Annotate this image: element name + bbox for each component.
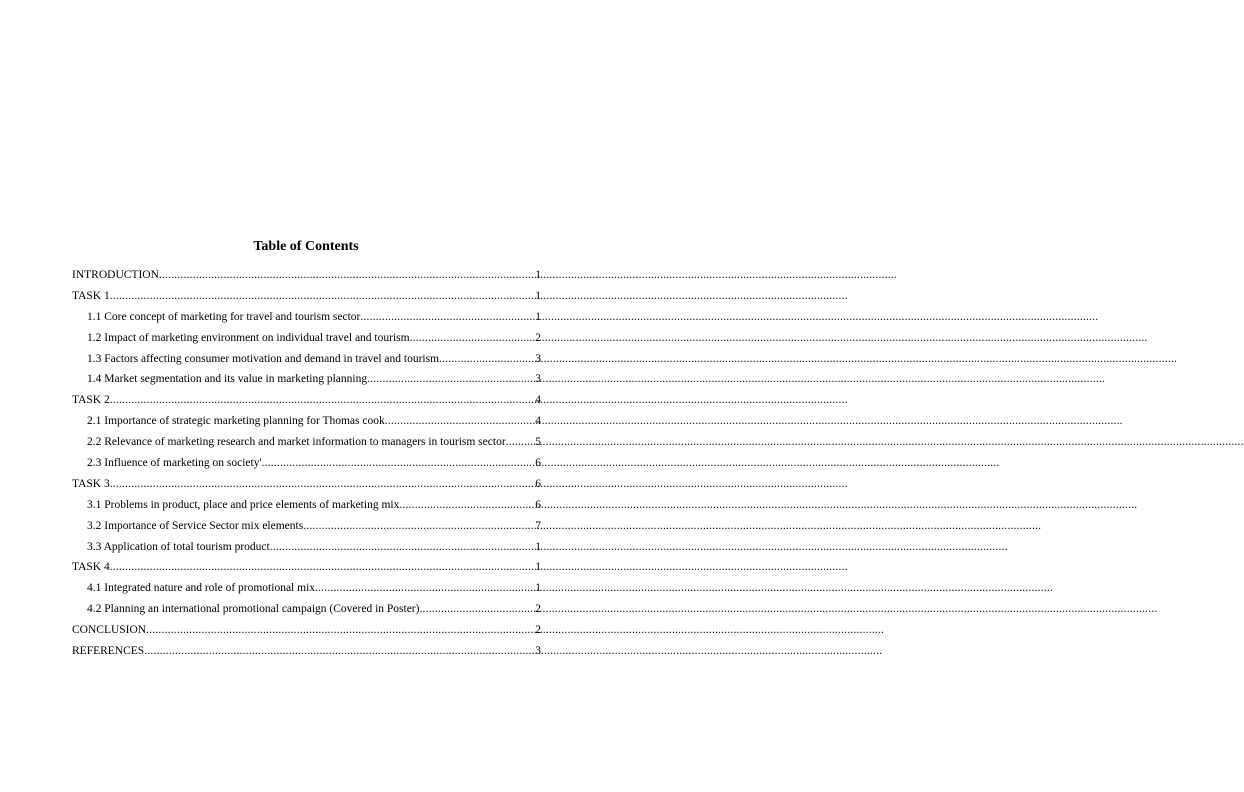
toc-entry[interactable] (72, 311, 541, 332)
toc-leader-dots (146, 624, 535, 636)
toc-entry-page: 6 (535, 498, 541, 511)
toc-entry-label: TASK 2 (72, 394, 110, 407)
toc-leader-dots (367, 373, 535, 385)
toc-entry[interactable] (72, 541, 541, 562)
toc-entry-page: 4 (535, 394, 541, 407)
toc-entry[interactable] (72, 269, 541, 290)
toc-entry-page: 3 (535, 373, 541, 386)
toc-leader-dots (110, 561, 536, 573)
toc-entry-page: 2 (535, 331, 541, 344)
toc-leader-dots (399, 499, 535, 511)
toc-leader-dots (360, 311, 535, 323)
toc-title: Table of Contents (253, 239, 359, 254)
toc-entry-page: 5 (535, 436, 541, 449)
toc-entry-page: 4 (535, 415, 541, 428)
toc-entry-page: 2 (535, 624, 541, 637)
toc-leader-dots (159, 269, 535, 281)
toc-leader-dots (303, 520, 535, 532)
toc-leader-dots (506, 436, 536, 448)
toc-leader-dots (315, 582, 535, 594)
toc-entry-page: 2 (535, 603, 541, 616)
toc-entry-label: 2.3 Influence of marketing on society' (87, 457, 262, 470)
toc-entry-label: 1.3 Factors affecting consumer motivation and demand in travel and tourism (87, 352, 440, 365)
toc-leader-dots (110, 478, 536, 490)
toc-entry-label: 2.2 Relevance of marketing research and market information to managers in tourism sector (87, 436, 506, 449)
toc-leader-dots (110, 394, 536, 406)
table-of-contents (72, 269, 541, 666)
toc-entry[interactable] (72, 373, 541, 394)
toc-leader-dots (144, 645, 535, 657)
toc-entry-label: 3.1 Problems in product, place and price elements of marketing mix (87, 498, 400, 511)
toc-entry-label: 4.2 Planning an international promotional campaign (Covered in Poster) (87, 603, 420, 616)
toc-entry[interactable] (72, 457, 541, 478)
toc-entry-label: 3.2 Importance of Service Sector mix elements (87, 519, 304, 532)
toc-leader-dots (270, 541, 536, 553)
toc-entry[interactable] (72, 520, 541, 541)
toc-entry[interactable] (72, 290, 541, 311)
toc-leader-dots (419, 603, 535, 615)
toc-entry-page: 1 (535, 561, 541, 574)
toc-entry-label: 1.4 Market segmentation and its value in marketing planning (87, 373, 368, 386)
toc-entry-page: 1 (535, 269, 541, 281)
toc-entry-label: 1.1 Core concept of marketing for travel and tourism sector (87, 310, 361, 323)
toc-entry[interactable] (72, 415, 541, 436)
toc-entry[interactable] (72, 561, 541, 582)
toc-entry-label: TASK 3 (72, 477, 110, 490)
toc-entry-page: 1 (535, 289, 541, 302)
toc-leader-dots (385, 415, 536, 427)
toc-entry[interactable] (72, 436, 541, 457)
toc-entry[interactable] (72, 645, 541, 666)
toc-entry-label: 2.1 Importance of strategic marketing planning for Thomas cook (87, 415, 385, 428)
toc-entry-page: 6 (535, 457, 541, 470)
toc-entry-label: 3.3 Application of total tourism product (87, 540, 270, 553)
toc-entry-label: 4.1 Integrated nature and role of promotional mix (87, 582, 316, 595)
toc-entry-label: TASK 4 (72, 561, 110, 574)
toc-entry[interactable] (72, 478, 541, 499)
toc-entry-label: REFERENCES (72, 645, 145, 658)
toc-entry-label: TASK 1 (72, 289, 110, 302)
toc-leader-dots (439, 353, 535, 365)
toc-entry-page: 1 (535, 582, 541, 595)
toc-entry[interactable] (72, 394, 541, 415)
toc-entry[interactable] (72, 353, 541, 374)
toc-entry[interactable] (72, 499, 541, 520)
toc-entry[interactable] (72, 582, 541, 603)
toc-entry-page: 1 (535, 310, 541, 323)
toc-entry[interactable] (72, 332, 541, 353)
toc-leader-dots (262, 457, 536, 469)
toc-entry-page: 3 (535, 352, 541, 365)
toc-entry-label: INTRODUCTION (72, 269, 159, 281)
toc-entry[interactable] (72, 603, 541, 624)
toc-entry-page: 1 (535, 540, 541, 553)
toc-entry-page: 3 (535, 645, 541, 658)
toc-entry-page: 6 (535, 477, 541, 490)
toc-entry-label: CONCLUSION (72, 624, 147, 637)
toc-entry-label: 1.2 Impact of marketing environment on individual travel and tourism (87, 331, 410, 344)
toc-leader-dots (110, 290, 536, 302)
toc-leader-dots (410, 332, 536, 344)
toc-entry[interactable] (72, 624, 541, 645)
toc-entry-page: 7 (535, 519, 541, 532)
